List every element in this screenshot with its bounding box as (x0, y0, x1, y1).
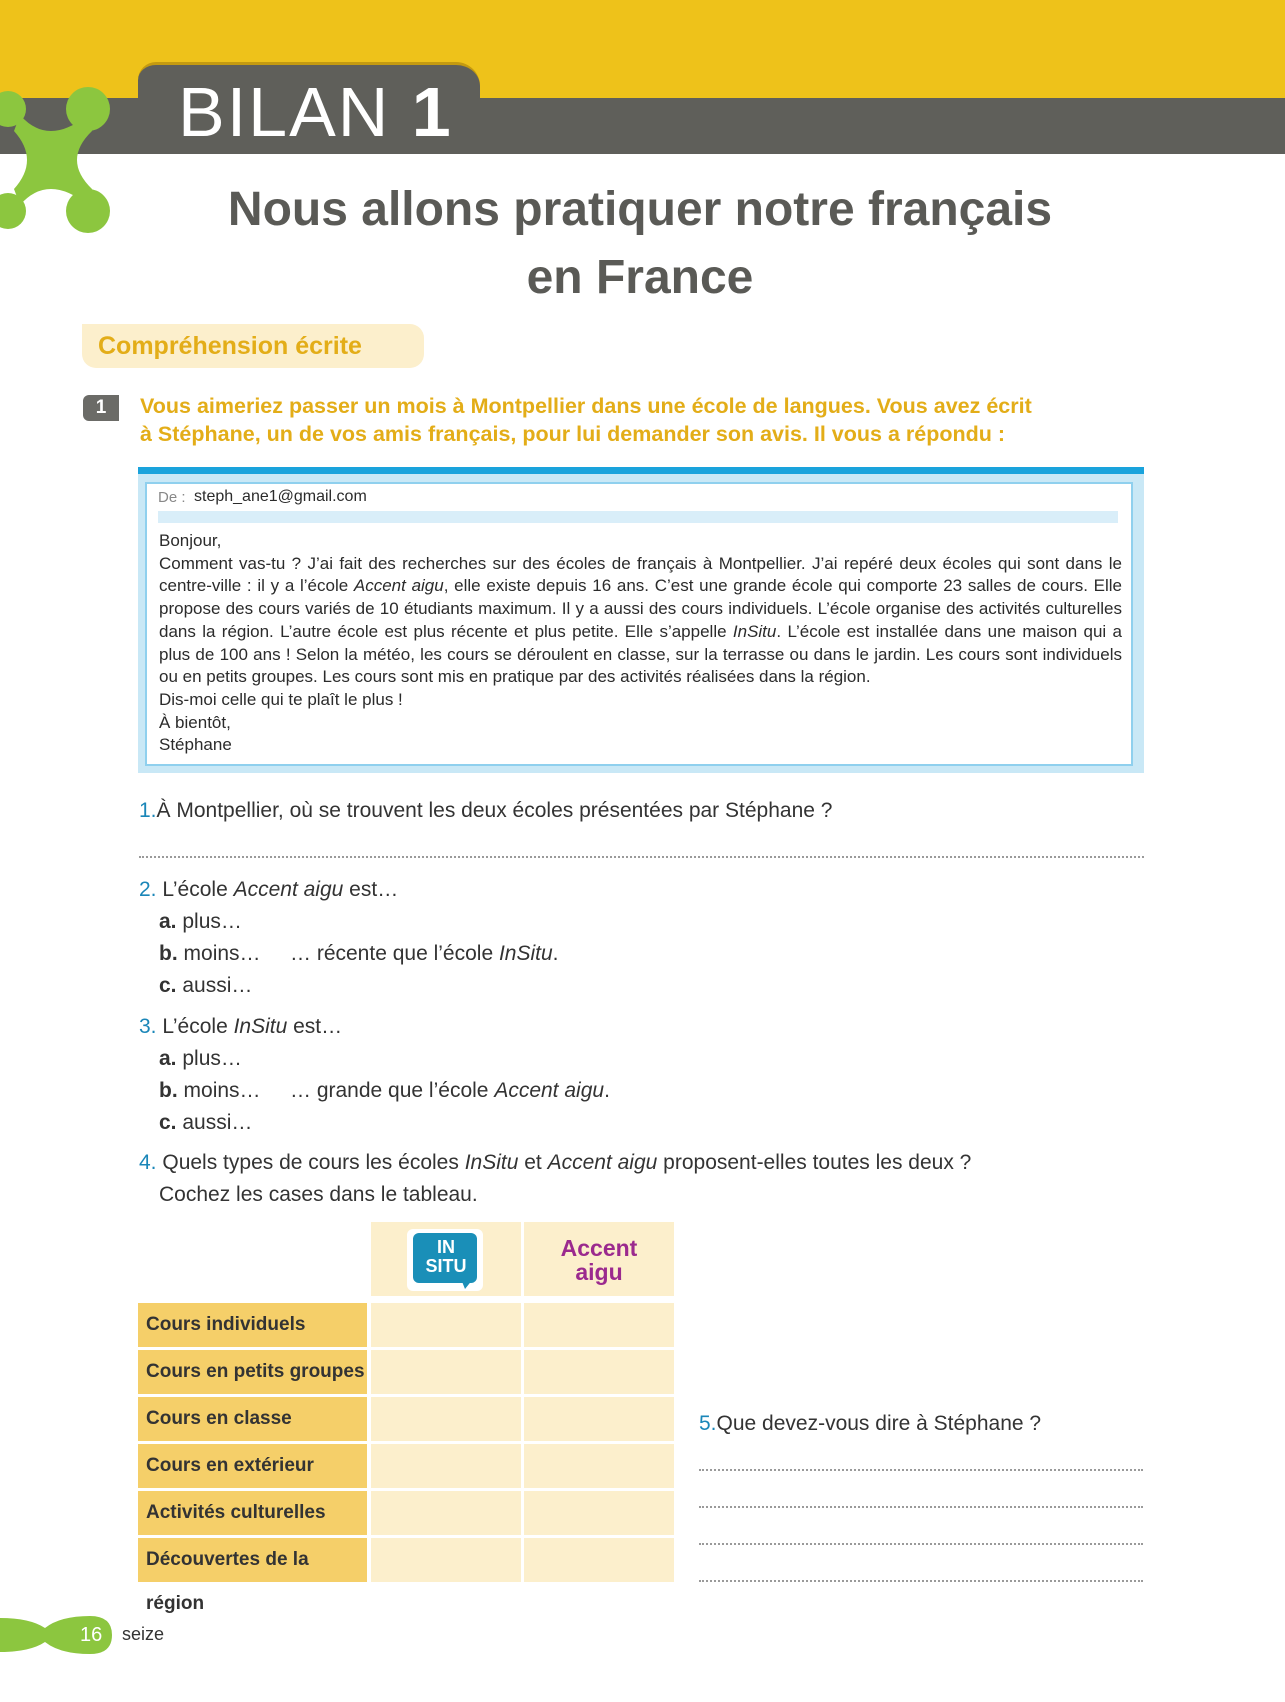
accent-logo-text: Accent (560, 1235, 638, 1261)
accent-logo-text: aigu (575, 1259, 623, 1285)
bilan-number: 1 (411, 73, 453, 151)
table-checkbox-cell[interactable] (371, 1350, 521, 1394)
school-name: Accent aigu (233, 878, 344, 901)
email-from-label: De : (158, 489, 186, 506)
email-text: , elle existe depuis 16 ans. C’est une grande école qui comporte 23 salles de cours. Elle propose des cours variés de 10 étudiants maximum. Il y a aussi des cours individuels. L’école organise des activités culturelles dans la région. L’autre école est plus récente et plus petite. Elle s’appelle (159, 576, 1122, 641)
question-text: proposent-elles toutes les deux ? (657, 1151, 972, 1174)
option-b[interactable] (159, 940, 261, 968)
option-letter: c. (159, 974, 177, 997)
question-number: 2. (139, 878, 157, 901)
email-text: . L’école est installée dans une maison qui a plus de 100 ans ! Selon la météo, les cours se déroulent en classe, sur la terrasse ou dans le jardin. Les cours sont individuels ou en petits groupes. Les cours sont mis en pratique par des activités réalisées dans la région. (159, 621, 1122, 687)
question-5 (699, 1410, 1041, 1438)
section-label: Compréhension écrite (82, 324, 424, 368)
email-line: Dis-moi celle qui te plaît le plus ! (159, 689, 403, 709)
question-text: L’école (162, 878, 234, 901)
table-checkbox-cell[interactable] (371, 1444, 521, 1488)
table-checkbox-cell[interactable] (371, 1491, 521, 1535)
question-number: 3. (139, 1015, 157, 1038)
question-2 (139, 876, 398, 904)
insitu-logo-text: SITU (425, 1256, 467, 1276)
option-letter: b. (159, 942, 178, 965)
email-closing: À bientôt, (159, 712, 231, 732)
option-c[interactable] (159, 972, 252, 1000)
question-1 (139, 797, 832, 825)
email-subject-bar (158, 511, 1118, 523)
table-row-label: Cours en petits groupes (138, 1350, 367, 1394)
suffix-text: … récente que l’école (290, 942, 499, 965)
table-checkbox-cell[interactable] (371, 1303, 521, 1347)
suffix-text: … grande que l’école (290, 1079, 495, 1102)
table-checkbox-cell[interactable] (371, 1397, 521, 1441)
table-row-label: Activités culturelles (138, 1491, 367, 1535)
exercise-instruction-line1: Vous aimeriez passer un mois à Montpellier dans une école de langues. Vous avez écrit (140, 394, 1032, 418)
question-4-instruction: Cochez les cases dans le tableau. (159, 1183, 478, 1206)
option-text: aussi… (182, 1111, 253, 1134)
question-4 (139, 1149, 971, 1177)
option-text: moins… (183, 942, 261, 965)
school-name: InSitu (233, 1015, 288, 1038)
suffix-text: . (552, 942, 559, 965)
question-text: L’école (162, 1015, 234, 1038)
page-number: 16 (80, 1624, 103, 1646)
option-letter: a. (159, 910, 177, 933)
page-number-word: seize (122, 1624, 165, 1644)
option-suffix (290, 940, 559, 968)
option-a[interactable] (159, 1045, 242, 1073)
school-name: Accent aigu (353, 576, 444, 596)
table-checkbox-cell[interactable] (524, 1303, 674, 1347)
table-checkbox-cell[interactable] (524, 1350, 674, 1394)
option-text: moins… (183, 1079, 261, 1102)
school-name: InSitu (732, 621, 777, 641)
question-text: À Montpellier, où se trouvent les deux écoles présentées par Stéphane ? (156, 799, 833, 822)
question-number: 5. (699, 1412, 717, 1435)
exercise-instruction-line2: à Stéphane, un de vos amis français, pour lui demander son avis. Il vous a répondu : (140, 422, 1005, 446)
suffix-text: . (604, 1079, 610, 1102)
option-text: plus… (182, 910, 242, 933)
answer-line[interactable] (699, 1469, 1143, 1471)
table-row-label: Cours en extérieur (138, 1444, 367, 1488)
table-row-label: Découvertes de la région (138, 1538, 367, 1582)
page-title-line1: Nous allons pratiquer notre français (227, 183, 1053, 236)
insitu-logo-text: IN (437, 1237, 455, 1257)
question-text: et (518, 1151, 548, 1174)
question-text: Que devez-vous dire à Stéphane ? (716, 1412, 1042, 1435)
table-checkbox-cell[interactable] (371, 1538, 521, 1582)
email-greeting: Bonjour, (159, 531, 222, 550)
insitu-logo (407, 1229, 483, 1291)
option-letter: c. (159, 1111, 177, 1134)
question-number: 1. (139, 799, 157, 822)
bilan-heading (178, 72, 453, 152)
answer-line[interactable] (139, 856, 1144, 858)
question-number: 4. (139, 1151, 157, 1174)
school-name: Accent aigu (547, 1151, 658, 1174)
answer-line[interactable] (699, 1543, 1143, 1545)
page-title-line2: en France (526, 251, 754, 304)
green-cross-logo-icon (0, 85, 120, 235)
page-title (140, 176, 1140, 312)
table-row-label: Cours individuels (138, 1303, 367, 1347)
question-text: Quels types de cours les écoles (162, 1151, 465, 1174)
table-row-label: Cours en classe (138, 1397, 367, 1441)
email-text: Comment vas-tu ? J’ai fait des recherches sur des écoles de français à Montpellier. J’ai repéré deux écoles qui sont dans le centre-ville : il y a l’école (159, 553, 1122, 596)
option-suffix (290, 1077, 610, 1105)
table-checkbox-cell[interactable] (524, 1397, 674, 1441)
email-body (159, 530, 1122, 757)
option-c[interactable] (159, 1109, 252, 1137)
option-b[interactable] (159, 1077, 261, 1105)
email-from-address: steph_ane1@gmail.com (194, 488, 367, 505)
option-text: aussi… (182, 974, 253, 997)
option-a[interactable] (159, 908, 242, 936)
exercise-instruction (140, 392, 1060, 448)
option-text: plus… (182, 1047, 242, 1070)
option-letter: a. (159, 1047, 177, 1070)
answer-line[interactable] (699, 1580, 1143, 1582)
bilan-word: BILAN (178, 73, 391, 151)
question-text: est… (287, 1015, 343, 1038)
school-name: Accent aigu (494, 1079, 605, 1102)
school-name: InSitu (498, 942, 553, 965)
answer-line[interactable] (699, 1506, 1143, 1508)
question-3 (139, 1013, 342, 1041)
email-paragraph (159, 553, 1122, 689)
question-text: est… (343, 878, 399, 901)
email-signature: Stéphane (159, 735, 232, 755)
exercise-number-badge: 1 (83, 395, 119, 421)
table-checkbox-cell[interactable] (524, 1444, 674, 1488)
table-checkbox-cell[interactable] (524, 1538, 674, 1582)
table-checkbox-cell[interactable] (524, 1491, 674, 1535)
school-name: InSitu (464, 1151, 519, 1174)
accent-aigu-logo (524, 1236, 674, 1284)
option-letter: b. (159, 1079, 178, 1102)
